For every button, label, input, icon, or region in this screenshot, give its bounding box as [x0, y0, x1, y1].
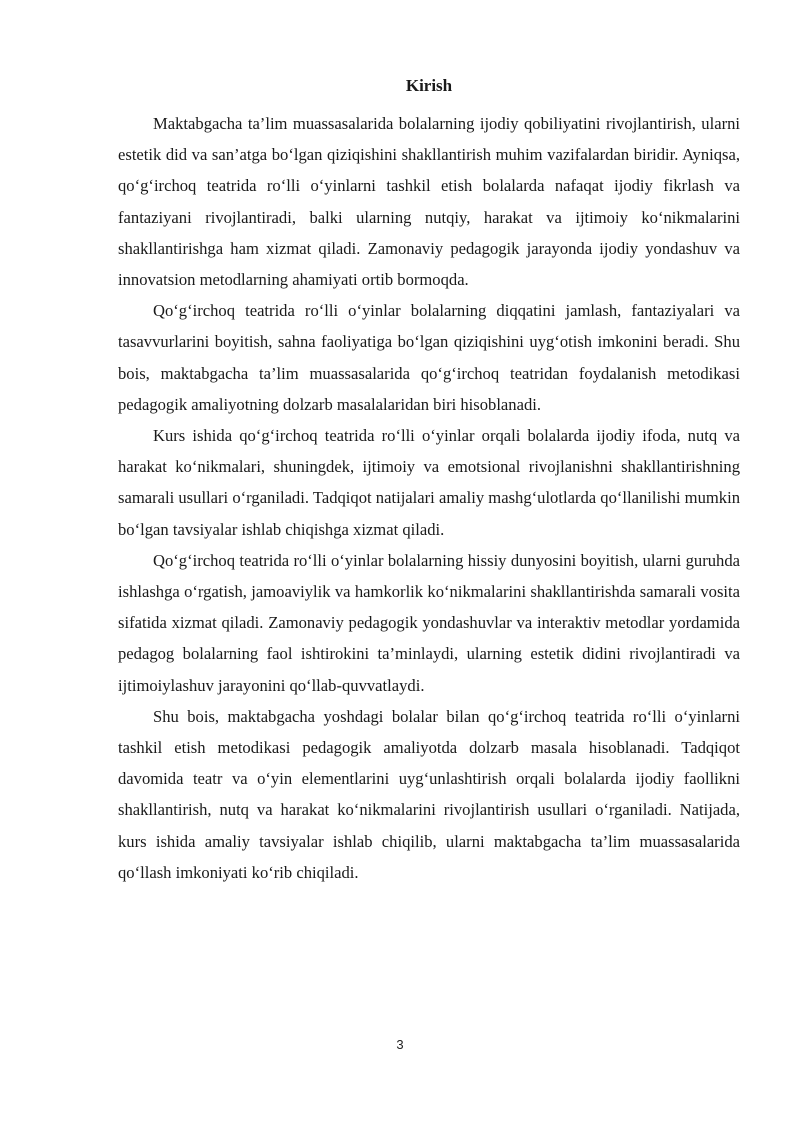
paragraph-5: Shu bois, maktabgacha yoshdagi bolalar bilan qo‘g‘irchoq teatrida ro‘lli o‘yinlarni tashkil etish metodikasi pedagogik amaliyotda dolzarb masala hisoblanadi. Tadqiqot davomida teatr va o‘yin elementlarini uyg‘unlashtirish orqali bolalarda ijodiy faollikni shakllantirish, nutq va harakat ko‘nikmalarini rivojlantirish usullari o‘rganiladi. Natijada, kurs ishida amaliy tavsiyalar ishlab chiqilib, ularni maktabgacha ta’lim muassasalarida qo‘llash imkoniyati ko‘rib chiqiladi. [118, 706, 740, 882]
section-heading: Kirish [405, 76, 453, 95]
paragraph-1: Maktabgacha ta’lim muassasalarida bolalarning ijodiy qobiliyatini rivojlantirish, ularni estetik did va san’atga bo‘lgan qiziqishini shakllantirish muhim vazifalardan biridir. Ayniqsa, qo‘g‘irchoq teatrida ro‘lli o‘yinlarni tashkil etish bolalarda nafaqat ijodiy fikrlash va fantaziyani rivojlantiradi, balki ularning nutqiy, harakat va ijtimoiy ko‘nikmalarini shakllantirishga ham xizmat qiladi. Zamonaviy pedagogik jarayonda ijodiy yondashuv va innovatsion metodlarning ahamiyati ortib bormoqda. [118, 114, 740, 290]
paragraph-3: Kurs ishida qo‘g‘irchoq teatrida ro‘lli o‘yinlar orqali bolalarda ijodiy ifoda, nutq va harakat ko‘nikmalari, shuningdek, ijtimoiy va emotsional rivojlanishni shakllantirishning samarali usullari o‘rganiladi. Tadqiqot natijalari amaliy mashg‘ulotlarda qo‘llanilishi mumkin bo‘lgan tavsiyalar ishlab chiqishga xizmat qiladi. [118, 426, 740, 539]
paragraph-2: Qo‘g‘irchoq teatrida ro‘lli o‘yinlar bolalarning diqqatini jamlash, fantaziyalari va tasavvurlarini boyitish, sahna faoliyatiga bo‘lgan qiziqishini uyg‘otish imkonini beradi. Shu bois, maktabgacha ta’lim muassasalarida qo‘g‘irchoq teatridan foydalanish metodikasi pedagogik amaliyotning dolzarb masalalaridan biri hisoblanadi. [118, 301, 740, 414]
document-page [118, 74, 740, 888]
page-number: 3 [396, 1037, 404, 1052]
paragraph-4: Qo‘g‘irchoq teatrida ro‘lli o‘yinlar bolalarning hissiy dunyosini boyitish, ularni guruhda ishlashga o‘rgatish, jamoaviylik va hamkorlik ko‘nikmalarini shakllantirishda samarali vosita sifatida xizmat qiladi. Zamonaviy pedagogik yondashuvlar va interaktiv metodlar yordamida pedagog bolalarning faol ishtirokini ta’minlaydi, ularning estetik didini rivojlantiradi va ijtimoiylashuv jarayonini qo‘llab-quvvatlaydi. [118, 550, 740, 695]
